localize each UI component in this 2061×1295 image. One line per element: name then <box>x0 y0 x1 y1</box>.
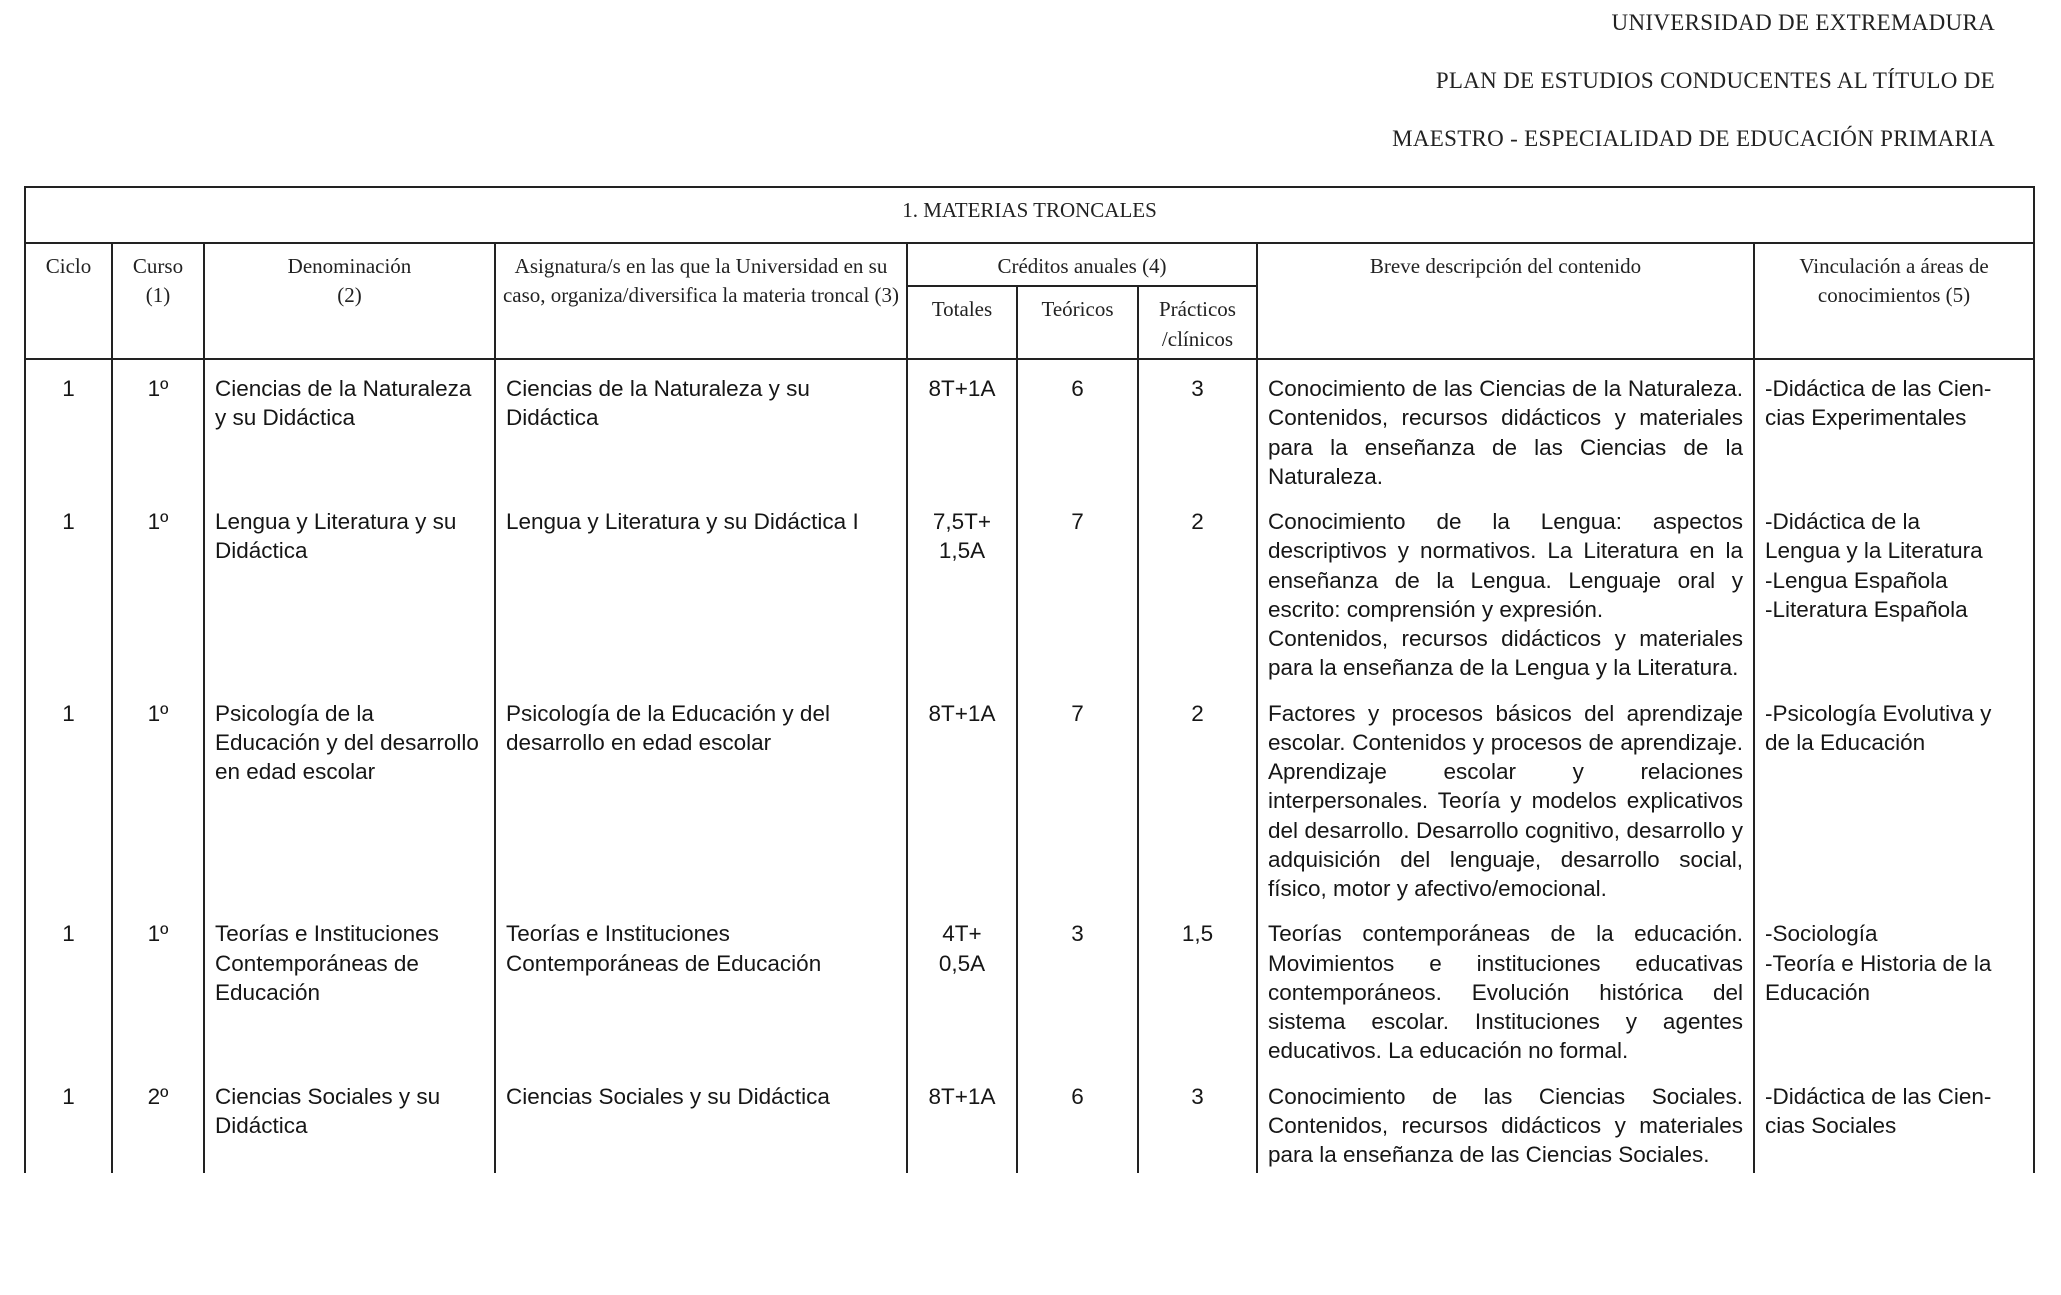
cell-practicos: 1,5 <box>1138 907 1257 1069</box>
cell-denominacion: Ciencias de la Naturaleza y su Didáctica <box>204 359 495 495</box>
cell-denominacion: Lengua y Literatura y su Didáctica <box>204 495 495 687</box>
cell-asignatura: Psicología de la Educación y del desarrollo en edad escolar <box>495 687 907 908</box>
col-header-ciclo: Ciclo <box>25 243 112 359</box>
cell-asignatura: Ciencias de la Naturaleza y su Didáctica <box>495 359 907 495</box>
col-header-curso: Curso (1) <box>112 243 204 359</box>
cell-denominacion: Psicología de la Educación y del desarrollo en edad escolar <box>204 687 495 908</box>
cell-vinculacion: -Didáctica de las Cien- cias Sociales <box>1754 1070 2034 1174</box>
cell-vinculacion: -Sociología -Teoría e Historia de la Educación <box>1754 907 2034 1069</box>
cell-denominacion: Ciencias Sociales y su Didáctica <box>204 1070 495 1174</box>
cell-practicos: 2 <box>1138 495 1257 687</box>
cell-totales: 7,5T+ 1,5A <box>907 495 1017 687</box>
cell-denominacion: Teorías e Instituciones Contemporáneas de Educación <box>204 907 495 1069</box>
cell-ciclo: 1 <box>25 907 112 1069</box>
cell-vinculacion: -Didáctica de la Lengua y la Literatura -Lengua Española -Literatura Española <box>1754 495 2034 687</box>
cell-ciclo: 1 <box>25 687 112 908</box>
table-row <box>25 687 2034 908</box>
cell-descripcion: Conocimiento de las Ciencias Sociales. Contenidos, recursos didácticos y materiales para la enseñanza de las Ciencias Sociales. <box>1257 1070 1754 1174</box>
cell-ciclo: 1 <box>25 495 112 687</box>
cell-descripcion: Conocimiento de las Ciencias de la Naturaleza. Contenidos, recursos didácticos y materiales para la enseñanza de las Ciencias de la Naturaleza. <box>1257 359 1754 495</box>
cell-teoricos: 6 <box>1017 359 1138 495</box>
cell-descripcion: Conocimiento de la Lengua: aspectos descriptivos y normativos. La Literatura en la enseñanza de la Lengua. Lenguaje oral y escrito: comprensión y expresión. Contenidos, recursos didácticos y materiales para la enseñanza de la Lengua y la Literatura. <box>1257 495 1754 687</box>
cell-curso: 1º <box>112 907 204 1069</box>
cell-ciclo: 1 <box>25 359 112 495</box>
materias-troncales-table <box>24 186 2035 1173</box>
col-header-denominacion: Denominación (2) <box>204 243 495 359</box>
cell-vinculacion: -Didáctica de las Cien- cias Experimentales <box>1754 359 2034 495</box>
table-row <box>25 1070 2034 1174</box>
cell-curso: 1º <box>112 359 204 495</box>
col-header-teoricos: Teóricos <box>1017 286 1138 359</box>
cell-practicos: 3 <box>1138 1070 1257 1174</box>
col-header-practicos: Prácticos /clínicos <box>1138 286 1257 359</box>
col-header-asignatura: Asignatura/s en las que la Universidad en su caso, organiza/diversifica la materia troncal (3) <box>495 243 907 359</box>
cell-vinculacion: -Psicología Evolutiva y de la Educación <box>1754 687 2034 908</box>
cell-teoricos: 6 <box>1017 1070 1138 1174</box>
cell-practicos: 2 <box>1138 687 1257 908</box>
cell-asignatura: Ciencias Sociales y su Didáctica <box>495 1070 907 1174</box>
col-header-creditos: Créditos anuales (4) <box>907 243 1257 286</box>
col-header-vinculacion: Vinculación a áreas de conocimientos (5) <box>1754 243 2034 359</box>
cell-totales: 8T+1A <box>907 1070 1017 1174</box>
cell-teoricos: 7 <box>1017 687 1138 908</box>
cell-totales: 8T+1A <box>907 687 1017 908</box>
table-row <box>25 907 2034 1069</box>
university-name: UNIVERSIDAD DE EXTREMADURA <box>1611 10 1995 35</box>
cell-teoricos: 3 <box>1017 907 1138 1069</box>
col-header-totales: Totales <box>907 286 1017 359</box>
cell-teoricos: 7 <box>1017 495 1138 687</box>
table-title: 1. MATERIAS TRONCALES <box>25 187 2034 243</box>
col-header-descripcion: Breve descripción del contenido <box>1257 243 1754 359</box>
cell-descripcion: Factores y procesos básicos del aprendizaje escolar. Contenidos y procesos de aprendizaje. Aprendizaje escolar y relaciones interpersonales. Teoría y modelos explicativos del desarrollo. Desarrollo cognitivo, desarrollo y adquisición del lenguaje, desarrollo social, físico, motor y afectivo/emocional. <box>1257 687 1754 908</box>
cell-totales: 8T+1A <box>907 359 1017 495</box>
cell-curso: 2º <box>112 1070 204 1174</box>
cell-descripcion: Teorías contemporáneas de la educación. Movimientos e instituciones educativas contemporáneos. Evolución histórica del sistema escolar. Instituciones y agentes educativos. La educación no formal. <box>1257 907 1754 1069</box>
cell-asignatura: Teorías e Instituciones Contemporáneas de Educación <box>495 907 907 1069</box>
degree-title: MAESTRO - ESPECIALIDAD DE EDUCACIÓN PRIMARIA <box>1392 126 1995 151</box>
table-row <box>25 359 2034 495</box>
cell-totales: 4T+ 0,5A <box>907 907 1017 1069</box>
plan-title: PLAN DE ESTUDIOS CONDUCENTES AL TÍTULO DE <box>1435 68 1995 93</box>
cell-curso: 1º <box>112 495 204 687</box>
cell-practicos: 3 <box>1138 359 1257 495</box>
table-row <box>25 495 2034 687</box>
cell-curso: 1º <box>112 687 204 908</box>
cell-ciclo: 1 <box>25 1070 112 1174</box>
cell-asignatura: Lengua y Literatura y su Didáctica I <box>495 495 907 687</box>
